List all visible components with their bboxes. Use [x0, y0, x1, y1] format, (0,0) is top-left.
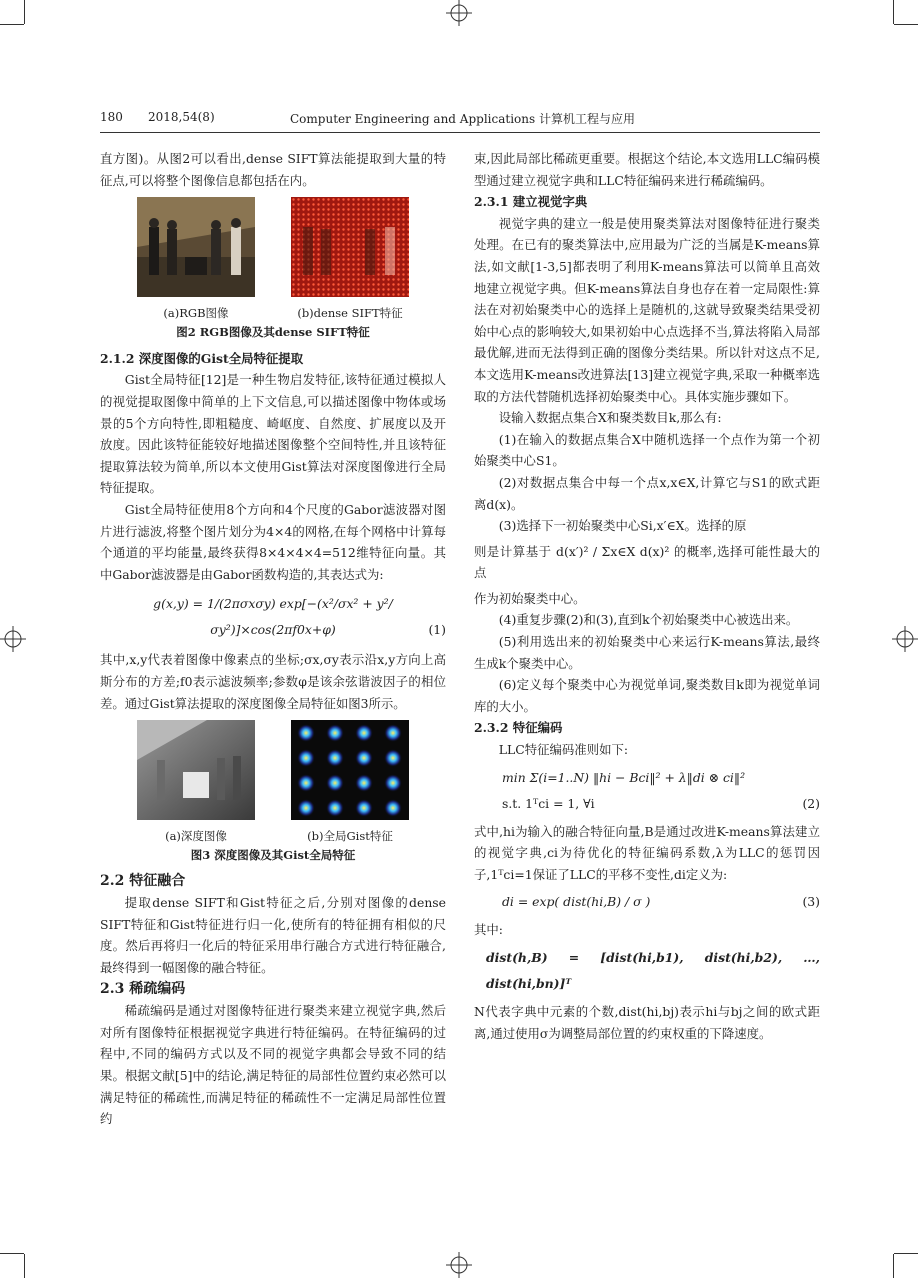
gist-cell [384, 774, 402, 792]
step-2: (2)对数据点集合中每一个点x,x∈X,计算它与S1的欧式距离d(x)。 [474, 474, 820, 512]
crop-mark [893, 0, 894, 24]
gist-cell [355, 799, 373, 817]
equation-3 [502, 889, 820, 915]
gist-cell [355, 774, 373, 792]
depth-image [137, 720, 255, 820]
paragraph: Gist全局特征使用8个方向和4个尺度的Gabor滤波器对图片进行滤波,将整个图片划分为4×4的网格,在每个网格中计算每个通道的平均能量,最终获得8×4×4×4=512维特征向量。其中Gabor滤波器是由Gabor函数构造的,其表达式为: [100, 501, 446, 582]
equation-2-number: (2) [802, 795, 820, 811]
figure-3b-label: (b)全局Gist特征 [307, 828, 393, 843]
gist-cell [355, 724, 373, 742]
section-heading: 2.3 稀疏编码 [100, 980, 186, 997]
figure-2-caption: 图2 RGB图像及其dense SIFT特征 [176, 324, 370, 339]
volume-issue: 2018,54(8) [148, 110, 215, 124]
crop-mark [893, 1254, 894, 1278]
equation-4: dist(h,B) = [dist(hi,b1), dist(hi,b2), …, dist(hi,bn)]ᵀ [486, 950, 820, 991]
step-3-end: 作为初始聚类中心。 [474, 590, 586, 606]
paragraph: 视觉字典的建立一般是使用聚类算法对图像特征进行聚类处理。在已有的聚类算法中,应用最为广泛的当属是K-means算法,如文献[1-3,5]都表明了利用K-means算法可以简单且高效地建立视觉字典。但K-means算法自身也存在着一定局限性:算法在对初始聚类中心的选择上是随机的,这就导致聚类结果受初始中心点的影响较大,如果初始中心点选择不当,算法将陷入局部最优解,进而无法得到正确的图像分类结果。所以针对这点不足,本文选用K-means改进算法[13]建立视觉字典,采取一种概率选取的方法代替随机选择初始聚类中心。具体实施步骤如下。 [474, 215, 820, 404]
gist-cell [326, 749, 344, 767]
gist-cell [297, 724, 315, 742]
right-column [474, 148, 820, 1044]
equation-1-body: g(x,y) = 1/(2πσxσy) exp[−(x²/σx² + y²/σy²)]×cos(2πf0x+φ) [153, 596, 393, 638]
registration-mark-left [0, 626, 26, 652]
crop-mark [894, 24, 918, 25]
paragraph: 设输入数据点集合X和聚类数目k,那么有: [498, 410, 722, 426]
gist-cell [326, 774, 344, 792]
registration-mark-bottom [446, 1252, 472, 1278]
figure-2a-label: (a)RGB图像 [163, 305, 229, 320]
page-number: 180 [100, 110, 123, 124]
gist-cell [355, 749, 373, 767]
gist-cell [384, 799, 402, 817]
figure-3 [100, 720, 446, 845]
step-6: (6)定义每个聚类中心为视觉单词,聚类数目k即为视觉单词库的大小。 [474, 677, 820, 714]
crop-mark [0, 24, 24, 25]
gist-cell [297, 774, 315, 792]
crop-mark [24, 1254, 25, 1278]
figure-3-caption: 图3 深度图像及其Gist全局特征 [190, 847, 356, 862]
section-heading: 2.3.1 建立视觉字典 [474, 194, 588, 210]
paragraph: 束,因此局部比稀疏更重要。根据这个结论,本文选用LLC编码模型通过建立视觉字典和LLC特征编码来进行稀疏编码。 [474, 151, 820, 188]
equation-1-number: (1) [428, 622, 446, 638]
paragraph: 提取dense SIFT和Gist特征之后,分别对图像的dense SIFT特征和Gist特征进行归一化,使所有的特征拥有相似的尺度。然后再将归一化后的特征采用串行融合方式进行特征融合,最终得到一幅图像的融合特征。 [100, 895, 446, 976]
step-5: (5)利用选出来的初始聚类中心来运行K-means算法,最终生成k个聚类中心。 [474, 634, 820, 671]
step-4: (4)重复步骤(2)和(3),直到k个初始聚类中心被选出来。 [498, 612, 799, 628]
equation-2-objective: min Σ(i=1..N) ‖hi − Bci‖² + λ‖di ⊗ ci‖² [502, 769, 746, 785]
figure-3a [137, 720, 255, 845]
section-heading: 2.3.2 特征编码 [474, 720, 563, 736]
crop-mark [894, 1253, 918, 1254]
crop-mark [24, 0, 25, 24]
figure-3a-label: (a)深度图像 [165, 828, 227, 843]
figure-3b [291, 720, 409, 845]
rgb-image [137, 197, 255, 297]
header-rule [100, 132, 820, 133]
figure-2 [100, 197, 446, 322]
equation-3-body: di = exp( dist(hi,B) / σ ) [502, 894, 651, 910]
gist-cell [326, 799, 344, 817]
paragraph: 稀疏编码是通过对图像特征进行聚类来建立视觉字典,然后对所有图像特征根据视觉字典进行特征编码。在特征编码的过程中,不同的编码方式以及不同的视觉字典都会导致不同的结果。根据文献[5]中的结论,满足特征的局部性位置约束必然可以满足特征的稀疏性,而满足特征的稀疏性不一定满足局部性位置约 [100, 1003, 446, 1127]
gist-cell [326, 724, 344, 742]
paragraph: Gist全局特征[12]是一种生物启发特征,该特征通过模拟人的视觉提取图像中简单的上下文信息,可以描述图像中物体或场景的5个方向特性,即粗糙度、崎岖度、自然度、扩展度以及开放度。因此该特征能较好地描述图像整个空间特性,并且该特征提取算法较为简单,所以本文使用Gist算法对深度图像进行全局特征提取。 [100, 372, 446, 496]
step-1: (1)在输入的数据点集合X中随机选择一个点作为第一个初始聚类中心S1。 [474, 431, 820, 469]
gist-feature-image [291, 720, 409, 820]
paragraph: 直方图)。从图2可以看出,dense SIFT算法能提取到大量的特征点,可以将整个图像信息都包括在内。 [100, 151, 446, 188]
journal-title: Computer Engineering and Applications 计算机工程与应用 [290, 112, 635, 126]
dense-sift-image [291, 197, 409, 297]
paragraph: 其中,x,y代表着图像中像素点的坐标;σx,σy表示沿x,y方向上高斯分布的方差;f0表示滤波频率;参数φ是该余弦谐波因子的相位差。通过Gist算法提取的深度图像全局特征如图3所示。 [100, 652, 446, 711]
registration-mark-top [446, 0, 472, 26]
paragraph: 其中: [474, 922, 503, 938]
crop-mark [0, 1253, 24, 1254]
gist-cell [297, 749, 315, 767]
section-heading: 2.2 特征融合 [100, 872, 186, 889]
equation-2 [502, 765, 820, 817]
gist-cell [384, 749, 402, 767]
figure-2b [291, 197, 409, 322]
registration-mark-right [892, 626, 918, 652]
left-column [100, 148, 446, 1130]
paragraph: 式中,hi为输入的融合特征向量,B是通过改进K-means算法建立的视觉字典,ci为待优化的特征编码系数,λ为LLC的惩罚因子,1ᵀci=1保证了LLC的平移不变性,di定义为: [474, 823, 820, 882]
gist-cell [384, 724, 402, 742]
step-3-formula: 则是计算基于 d(x′)² / Σx∈X d(x)² 的概率,选择可能性最大的点 [474, 543, 820, 581]
paragraph: N代表字典中元素的个数,dist(hi,bj)表示hi与bj之间的欧式距离,通过使用σ为调整局部位置的约束权重的下降速度。 [474, 1004, 820, 1041]
equation-1 [100, 591, 446, 643]
equation-3-number: (3) [802, 894, 820, 910]
paragraph: LLC特征编码准则如下: [498, 742, 629, 758]
figure-2b-label: (b)dense SIFT特征 [297, 305, 403, 320]
gist-cell [297, 799, 315, 817]
step-3: (3)选择下一初始聚类中心Si,x′∈X。选择的原 [498, 518, 747, 534]
figure-2a [137, 197, 255, 322]
running-header [100, 110, 820, 130]
section-heading: 2.1.2 深度图像的Gist全局特征提取 [100, 350, 304, 366]
equation-2-constraint: s.t. 1ᵀci = 1, ∀i [502, 795, 595, 811]
